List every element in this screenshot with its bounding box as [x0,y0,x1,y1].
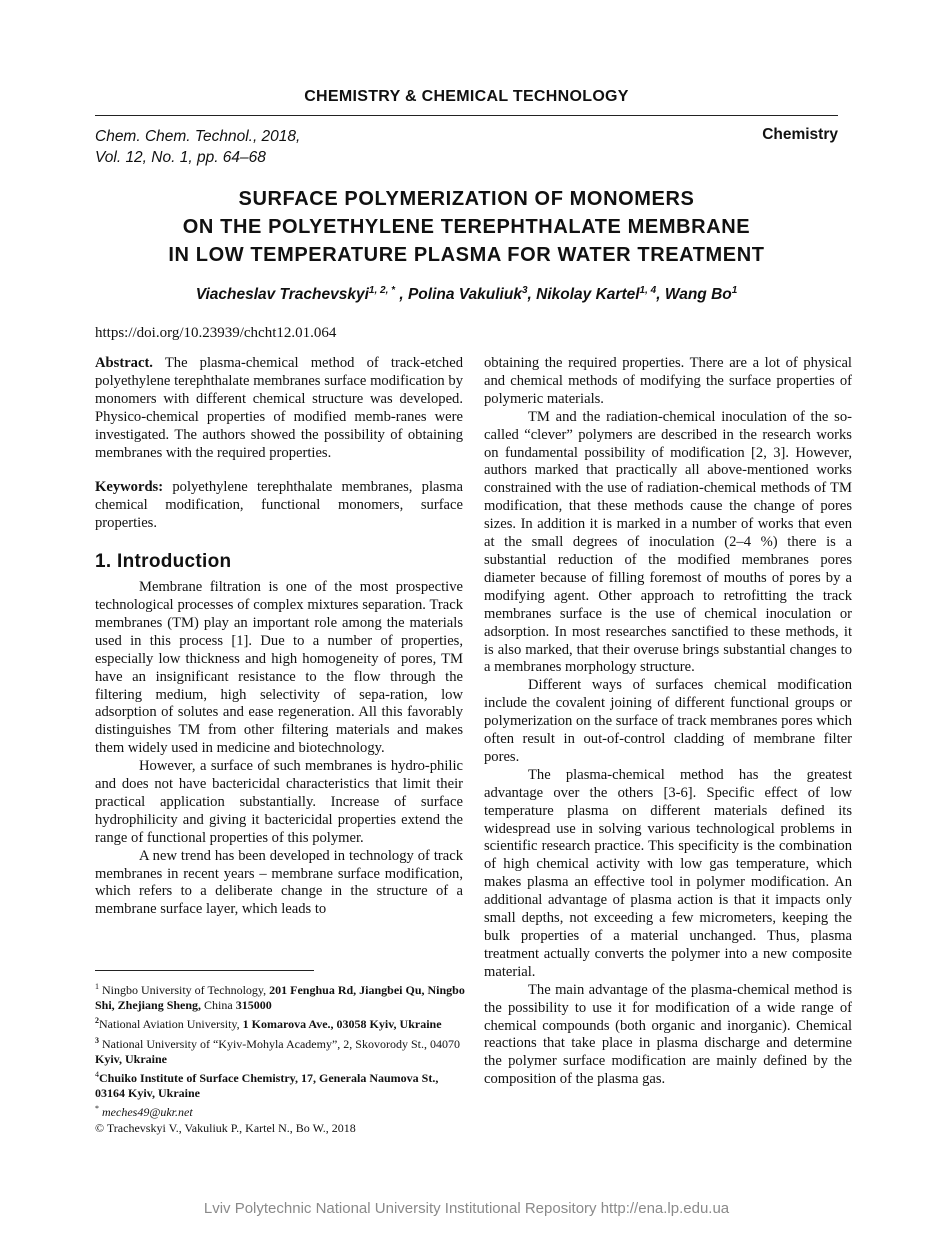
footnote-3 [95,1033,465,1067]
header-divider [95,115,838,116]
abstract [95,355,463,462]
author-affiliation: 1, 4 [639,285,657,296]
affiliation-text: National Aviation University, [99,1017,240,1032]
author-affiliation: 1 [731,285,738,296]
keywords-text: polyethylene terephthalate membranes, plasma chemical modification, functional monomers, surface properties. [95,479,463,532]
copyright: © Trachevskyi V., Vakuliuk P., Kartel N., Bo W., 2018 [95,1120,356,1135]
abstract-text: The plasma-chemical method of track-etched polyethylene terephthalate membranes surface modification by monomers with different chemical structure was developed. Physico-chemical properties of modified memb-ranes were investigated. The authors showed the possibility of obtaining membranes with the required properties. [95,355,464,461]
right-column [484,355,852,1089]
footnote-marker: 2 [95,1016,99,1026]
author-name: Polina Vakuliuk [407,286,522,304]
citation [95,126,300,168]
footnote-1 [95,979,465,1013]
keywords-label: Keywords: [95,479,164,496]
affiliation-text: National University of “Kyiv-Mohyla Academy”, 2, Skovorody St., 04070 [102,1036,460,1051]
footnote-marker: * [95,1104,99,1114]
title-line: ON THE POLYETHYLENE TEREPHTHALATE MEMBRANE [182,216,751,238]
left-column [95,355,463,919]
body-paragraph: The main advantage of the plasma-chemical method is the possibility to use it for modification of a wide range of chemical compounds (both organic and inorganic). Chemical reactions that take place in plasma discharge and determine the polymer surface modification are mainly defined by the composition of the plasma gas. [484,981,852,1088]
body-paragraph: TM and the radiation-chemical inoculation of the so-called “clever” polymers are described in the research works on fundamental possibility of modification [2, 3]. However, authors marked that practically all above-mentioned works constrained with the use of radiation-chemical methods of TM modification, that these methods cause the change of pores sizes. In addition it is marked in a number of works that even at the small degrees of inoculation (2–4 %) there is a substantial reduction of the modified membranes pores diameter because of filling foremost of mouths of pores by a modifying agent. Other approach to retrofitting the track membranes surface is the use of chemical inoculation or adsorption. In most researches sanctified to these methods, it is also marked, that their overuse brings substantial changes to a membranes morphology structure. [484,408,852,676]
author-name: Nikolay Kartel [536,286,640,304]
affiliation-postcode: 315000 [235,998,272,1013]
affiliation-text: Ningbo University of Technology, [102,983,267,997]
paper-title [95,185,838,269]
body-paragraph: Different ways of surfaces chemical modification include the covalent joining of different functional groups or polymerization on the surface of track membranes pores which often result in out-of-control cladding of membrane filter pores. [484,677,852,765]
affiliation-address: Chuiko Institute of Surface Chemistry, 17, Generala Naumova St., 03164 Kyiv, Ukraine [95,1071,439,1101]
title-line: IN LOW TEMPERATURE PLASMA FOR WATER TREATMENT [168,244,765,266]
email-link[interactable]: meches49@ukr.net [102,1105,193,1120]
affiliation-address: Kyiv, Ukraine [95,1051,168,1066]
author-separator: , [656,286,665,304]
footnote-email [95,1101,465,1120]
section-heading: 1. Introduction [95,551,232,573]
author-affiliation: 1, 2, * [368,285,396,296]
author-name: Viacheslav Trachevskyi [195,286,369,304]
body-paragraph: obtaining the required properties. There are a lot of physical and chemical methods of modifying the surface properties of polymeric materials. [484,355,852,407]
citation-line-1: Chem. Chem. Technol., 2018, [95,128,301,145]
body-paragraph: A new trend has been developed in technology of track membranes in recent years – membrane surface modification, which refers to a deliberate change in the structure of a membrane surface layer, which leads to [95,847,463,918]
affiliation-address: 201 Fenghua Rd, Jiangbei Qu, Ningbo Shi, Zhejiang Sheng, [95,983,465,1013]
author-separator: , [395,286,408,304]
body-paragraph: The plasma-chemical method has the greatest advantage over the others [3-6]. Specific effect of low temperature plasma on different materials defined its widespread use in solving various technological problems in scientific research practice. This specificity is the combination of high chemical activity with low gas temperature, which makes plasma an effective tool in polymer modification. An additional advantage of plasma action is that it impacts only small depths, not exceeding a few micrometers, keeping the bulk properties of a material unchanged. Thus, plasma treatment actually converts the polymer into a new composite material. [484,766,852,980]
title-line: SURFACE POLYMERIZATION OF MONOMERS [238,188,695,210]
author-list [95,285,838,304]
journal-header: CHEMISTRY & CHEMICAL TECHNOLOGY [304,88,629,105]
citation-line-2: Vol. 12, No. 1, pp. 64–68 [95,149,266,166]
affiliation-country: China [204,998,233,1013]
author-affiliation: 3 [521,285,528,296]
footnote-marker: 1 [95,982,99,991]
body-paragraph: However, a surface of such membranes is hydro-philic and does not have bactericidal characteristics that limit their practical application substantially. Increase of surface hydrophilicity and giving it bactericidal properties extend the range of functional properties of this polymer. [95,758,463,846]
footnote-marker: 4 [95,1070,99,1080]
doi-link[interactable]: https://doi.org/10.23939/chcht12.01.064 [95,325,337,341]
repository-footer: Lviv Polytechnic National University Institutional Repository http://ena.lp.edu.ua [203,1200,730,1217]
footnote-marker: 3 [95,1035,99,1045]
footnote-divider [95,970,314,971]
abstract-label: Abstract. [95,355,153,371]
affiliation-address: 1 Komarova Ave., 03058 Kyiv, Ukraine [242,1017,442,1032]
keywords [95,479,463,533]
footnote-4 [95,1067,465,1101]
footnote-2 [95,1013,465,1032]
body-paragraph: Membrane filtration is one of the most prospective technological processes of complex mixtures separation. Track membranes (TM) play an important role among the materials used in this process [1]. Due to a number of properties, especially low thickness and high homogeneity of pores, TM have an insignificant resistance to the flow through the filtering medium, high selectivity of sepa-ration, low adsorption of solutes and ease regeneration. All this favorably distinguishes TM from other filtering materials and makes them widely used in medicine and biotechnology. [95,579,463,757]
footnotes [95,979,465,1136]
author-separator: , [527,286,537,304]
author-name: Wang Bo [664,286,732,304]
section-tag: Chemistry [762,126,838,143]
